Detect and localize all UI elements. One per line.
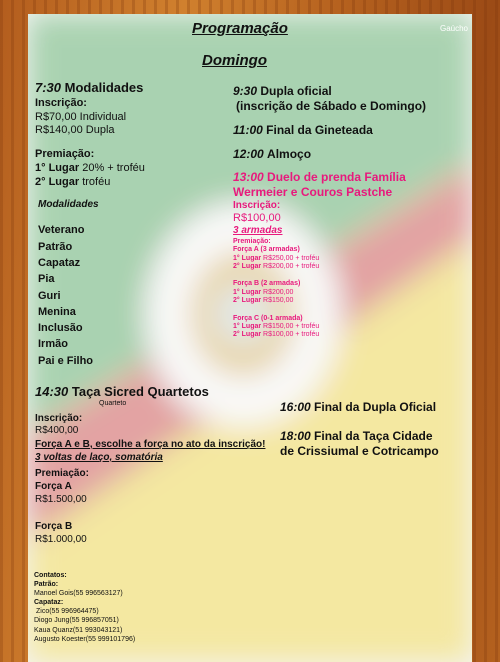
prize-desc: troféu <box>82 175 111 188</box>
event-time: 13:00 <box>233 170 264 184</box>
event-time: 12:00 <box>233 147 264 161</box>
prize-desc: R$250,00 + troféu <box>263 254 320 262</box>
forca-title: Força A (3 armadas) <box>233 246 300 254</box>
duelo-price: R$100,00 <box>233 212 281 224</box>
modalidades-label: Modalidades <box>38 199 99 211</box>
event-modalidades <box>35 80 235 369</box>
event-title: Final da Dupla Oficial <box>314 400 437 414</box>
category-item: Pai e Filho <box>38 354 94 367</box>
event-gineteada <box>233 123 469 138</box>
forca-a-value: R$1.500,00 <box>35 493 87 505</box>
forca-b-value: R$1.000,00 <box>35 533 87 545</box>
prize-1 <box>35 162 235 176</box>
event-title: Almoço <box>267 147 312 161</box>
event-title: Final da Gineteada <box>266 123 373 137</box>
contacts-label: Contatos: <box>34 572 67 579</box>
duelo-heading <box>233 170 469 185</box>
contact-entry: Augusto Koester(55 999101796) <box>34 635 136 643</box>
price: R$400,00 <box>35 425 79 437</box>
forca-a-block <box>233 246 469 271</box>
page-title: Programação <box>192 20 288 37</box>
event-title-line2: de Crissiumal e Cotricampo <box>280 444 439 458</box>
forca-c-block <box>233 315 469 340</box>
category-item: Guri <box>38 289 61 302</box>
prize-place: 2° Lugar <box>233 263 262 271</box>
program-poster <box>28 14 472 662</box>
duelo-premiacao: Premiação: <box>233 238 271 246</box>
prize-place: 2° Lugar <box>233 331 262 339</box>
capataz-label: Capataz: <box>34 599 64 607</box>
category-item: Inclusão <box>38 322 83 335</box>
event-dupla-oficial <box>233 84 469 99</box>
forca-title: Força B (2 armadas) <box>233 280 301 288</box>
day-subtitle: Domingo <box>202 52 267 69</box>
event-final-taca <box>280 429 470 444</box>
forca-note: Força A e B, escolhe a força no ato da inscrição! <box>35 438 266 450</box>
event-title: Final da Taça Cidade <box>314 429 433 443</box>
category-item: Veterano <box>38 224 85 237</box>
category-item: Capataz <box>38 256 81 269</box>
prize-place: 1° Lugar <box>233 323 262 331</box>
forca-b-block <box>233 280 469 305</box>
prize-desc: R$150,00 <box>263 297 294 305</box>
voltas-note: 3 voltas de laço, somatória <box>35 451 163 463</box>
premiacao-label: Premiação: <box>35 148 95 161</box>
forca-a-label: Força A <box>35 480 72 492</box>
event-title: Taça Sicred Quartetos <box>71 384 209 399</box>
forca-prize <box>233 297 469 305</box>
prize-place: 2° Lugar <box>233 297 262 305</box>
forca-title: Força C (0-1 armada) <box>233 314 303 322</box>
contact-entry: Manoel Gois(55 996563127) <box>34 590 123 598</box>
category-item: Patrão <box>38 240 73 253</box>
forca-b-label: Força B <box>35 520 73 532</box>
event-time: 11:00 <box>233 123 263 137</box>
event-duelo <box>233 170 469 340</box>
forca-prize <box>233 255 469 263</box>
event-note: (inscrição de Sábado e Domingo) <box>236 99 427 113</box>
event-time: 7:30 <box>35 80 62 95</box>
event-title: Dupla oficial <box>260 84 332 98</box>
prize-place: 1° Lugar <box>233 288 262 296</box>
duelo-inscricao: Inscrição: <box>233 200 281 211</box>
prize-desc: R$150,00 + troféu <box>263 323 320 331</box>
category-list <box>38 222 235 369</box>
event-time: 14:30 <box>35 384 69 399</box>
right-schedule <box>233 84 469 340</box>
event-almoco <box>233 147 469 162</box>
event-time: 18:00 <box>280 429 311 443</box>
prize-desc: R$200,00 <box>263 288 294 296</box>
event-title: Duelo de prenda Família <box>267 170 406 184</box>
prize-desc: R$100,00 + troféu <box>263 331 320 339</box>
corner-label: Gaúcho <box>439 24 468 33</box>
patrao-label: Patrão: <box>34 581 59 589</box>
category-item: Menina <box>38 305 76 318</box>
prize-desc: 20% + troféu <box>82 161 145 174</box>
event-final-dupla <box>280 400 470 415</box>
event-title: Modalidades <box>64 80 144 95</box>
event-title-line2: Wermeier e Couros Pastche <box>233 185 393 199</box>
event-time: 9:30 <box>233 84 258 98</box>
prize-place: 1° Lugar <box>233 254 262 262</box>
contact-entry: Kaua Quanz(51 993043121) <box>34 626 123 634</box>
price-dupla: R$140,00 Dupla <box>35 124 115 137</box>
finals-schedule <box>280 400 470 459</box>
prize-2 <box>35 176 235 190</box>
category-item: Pia <box>38 273 55 286</box>
event-taca-sicred <box>35 384 280 546</box>
prize-place: 1° Lugar <box>35 161 80 174</box>
duelo-armadas: 3 armadas <box>233 225 283 237</box>
forca-prize <box>233 263 469 271</box>
inscricao-label: Inscrição: <box>35 412 83 424</box>
premiacao-label: Premiação: <box>35 467 89 479</box>
event-time: 16:00 <box>280 400 311 414</box>
prize-place: 2° Lugar <box>35 175 80 188</box>
forca-prize <box>233 331 469 339</box>
inscricao-label: Inscrição: <box>35 96 87 109</box>
event-heading <box>35 80 235 97</box>
contacts-block <box>34 571 234 644</box>
contact-entry: Diogo Jung(55 996857051) <box>34 617 119 625</box>
event-heading <box>35 384 280 400</box>
contact-entry: Zico(55 996964475) <box>36 608 99 616</box>
event-subtitle: Quarteto <box>99 399 127 407</box>
forca-prize <box>233 289 469 297</box>
category-item: Irmão <box>38 338 68 351</box>
prize-desc: R$200,00 + troféu <box>263 263 320 271</box>
price-individual: R$70,00 Individual <box>35 110 127 123</box>
